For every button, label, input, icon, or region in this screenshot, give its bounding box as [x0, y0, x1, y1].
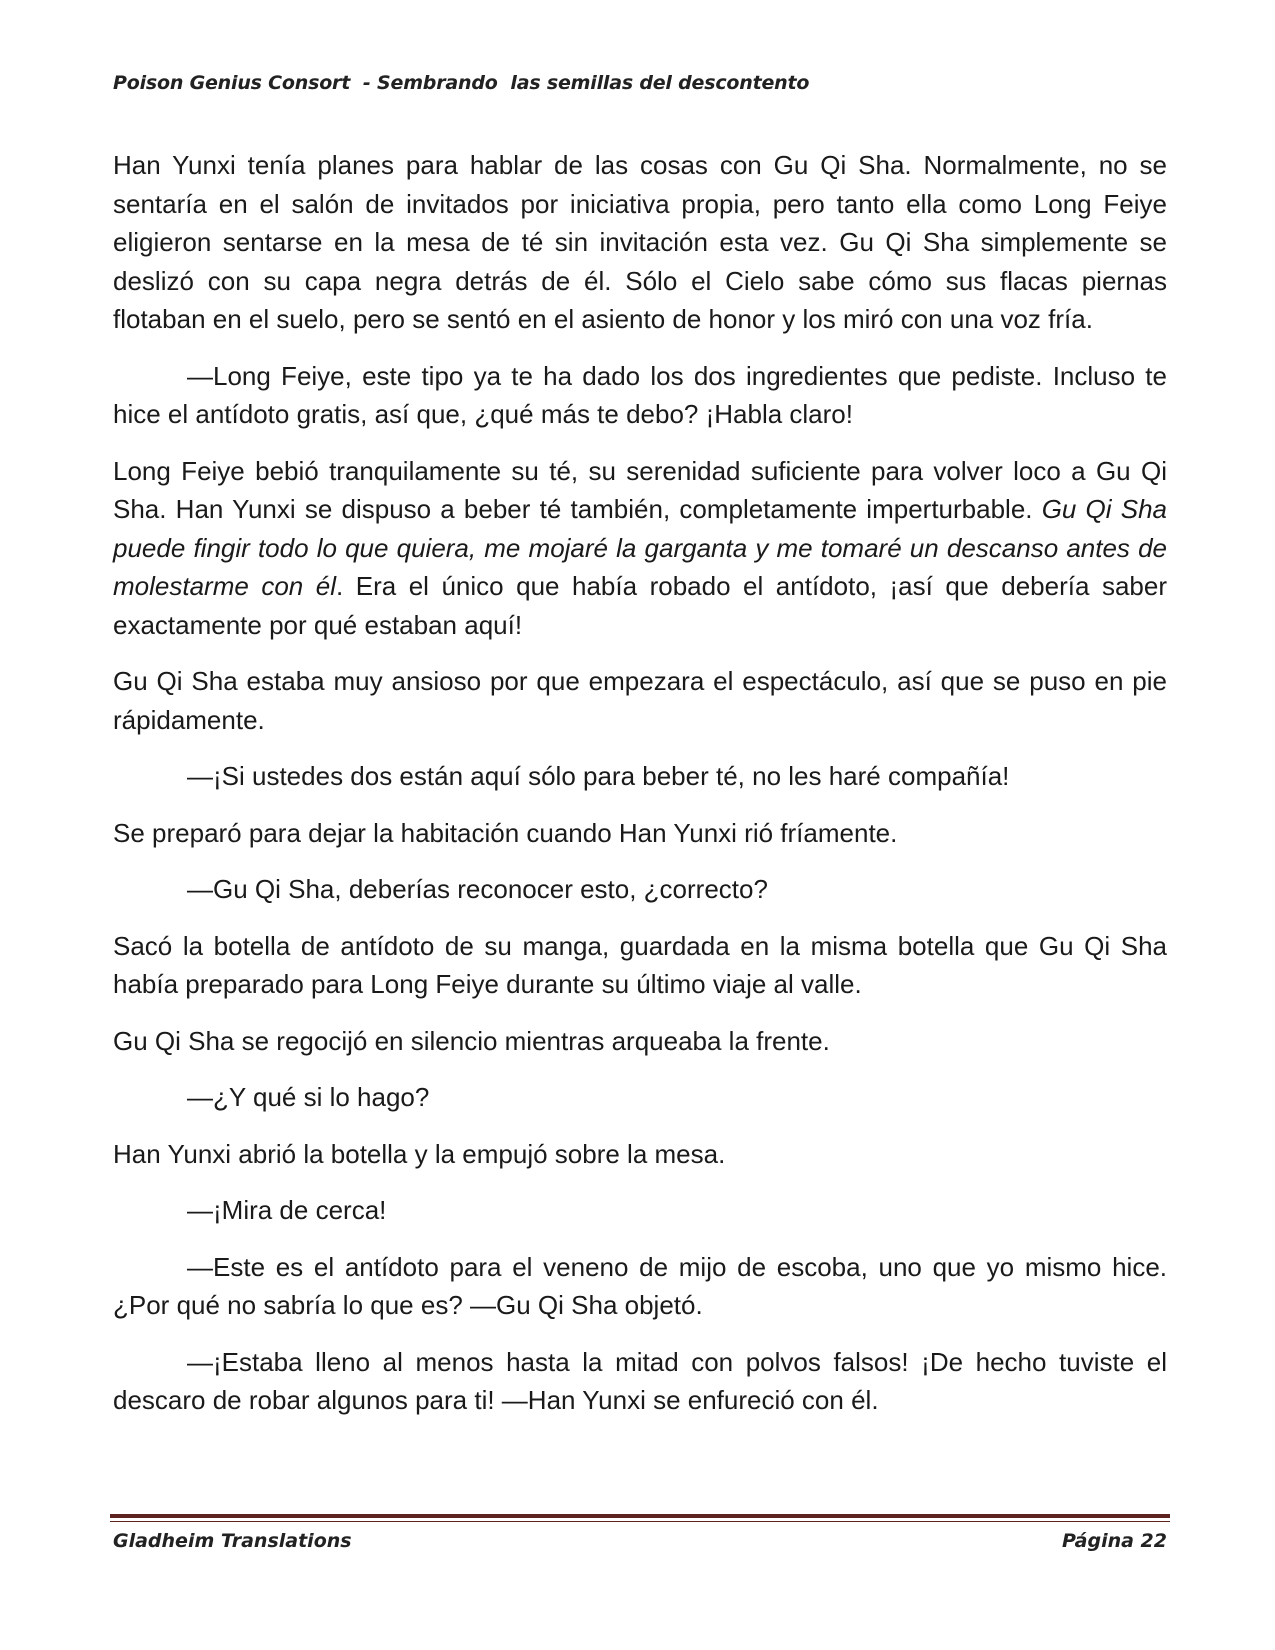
dialogue-paragraph: —Long Feiye, este tipo ya te ha dado los dos ingredientes que pediste. Incluso te hice el antídoto gratis, así que, ¿qué más te debo? ¡Habla claro!	[113, 360, 1167, 429]
paragraph: Gu Qi Sha se regocijó en silencio mientras arqueaba la frente.	[113, 1025, 830, 1056]
dialogue-paragraph: —¿Y qué si lo hago?	[187, 1082, 430, 1112]
dialogue-paragraph: —¡Si ustedes dos están aquí sólo para beber té, no les haré compañía!	[187, 761, 1010, 791]
dialogue-paragraph: —Gu Qi Sha, deberías reconocer esto, ¿correcto?	[187, 874, 768, 904]
paragraph: Han Yunxi abrió la botella y la empujó sobre la mesa.	[113, 1138, 726, 1169]
paragraph-text: Long Feiye bebió tranquilamente su té, su serenidad suficiente para volver loco a Gu Qi Sha. Han Yunxi se dispuso a beber té también, completamente imperturbable.	[113, 455, 1167, 524]
dialogue-paragraph: —¡Estaba lleno al menos hasta la mitad con polvos falsos! ¡De hecho tuviste el descaro de robar algunos para ti! —Han Yunxi se enfureció con él.	[113, 1346, 1167, 1415]
paragraph-text: . Era el único que había robado el antídoto, ¡así que debería saber exactamente por qué estaban aquí!	[113, 571, 1167, 640]
footer-rule-thin	[110, 1521, 1170, 1522]
page-body	[113, 146, 1167, 1438]
footer-page-number: Página 22	[1061, 1530, 1167, 1552]
dialogue-paragraph: —Este es el antídoto para el veneno de mijo de escoba, uno que yo mismo hice. ¿Por qué no sabría lo que es? —Gu Qi Sha objetó.	[113, 1251, 1167, 1320]
paragraph: Se preparó para dejar la habitación cuando Han Yunxi rió fríamente.	[113, 817, 898, 848]
paragraph: Han Yunxi tenía planes para hablar de las cosas con Gu Qi Sha. Normalmente, no se sentaría en el salón de invitados por iniciativa propia, pero tanto ella como Long Feiye eligieron sentarse en la mesa de té sin invitación esta vez. Gu Qi Sha simplemente se deslizó con su capa negra detrás de él. Sólo el Cielo sabe cómo sus flacas piernas flotaban en el suelo, pero se sentó en el asiento de honor y los miró con una voz fría.	[113, 150, 1167, 334]
paragraph: Sacó la botella de antídoto de su manga, guardada en la misma botella que Gu Qi Sha había preparado para Long Feiye durante su último viaje al valle.	[113, 930, 1167, 999]
paragraph: Gu Qi Sha estaba muy ansioso por que empezara el espectáculo, así que se puso en pie rápidamente.	[113, 666, 1167, 735]
page-header-title: Poison Genius Consort - Sembrando las semillas del descontento	[113, 72, 810, 94]
italic-thought: Gu Qi Sha puede fingir todo lo que quiera, me mojaré la garganta y me tomaré un descanso antes de molestarme con él	[113, 494, 1167, 601]
footer-publisher: Gladheim Translations	[113, 1530, 352, 1552]
footer-rule-thick	[110, 1514, 1170, 1518]
paragraph	[113, 452, 1167, 645]
dialogue-paragraph: —¡Mira de cerca!	[187, 1195, 387, 1225]
